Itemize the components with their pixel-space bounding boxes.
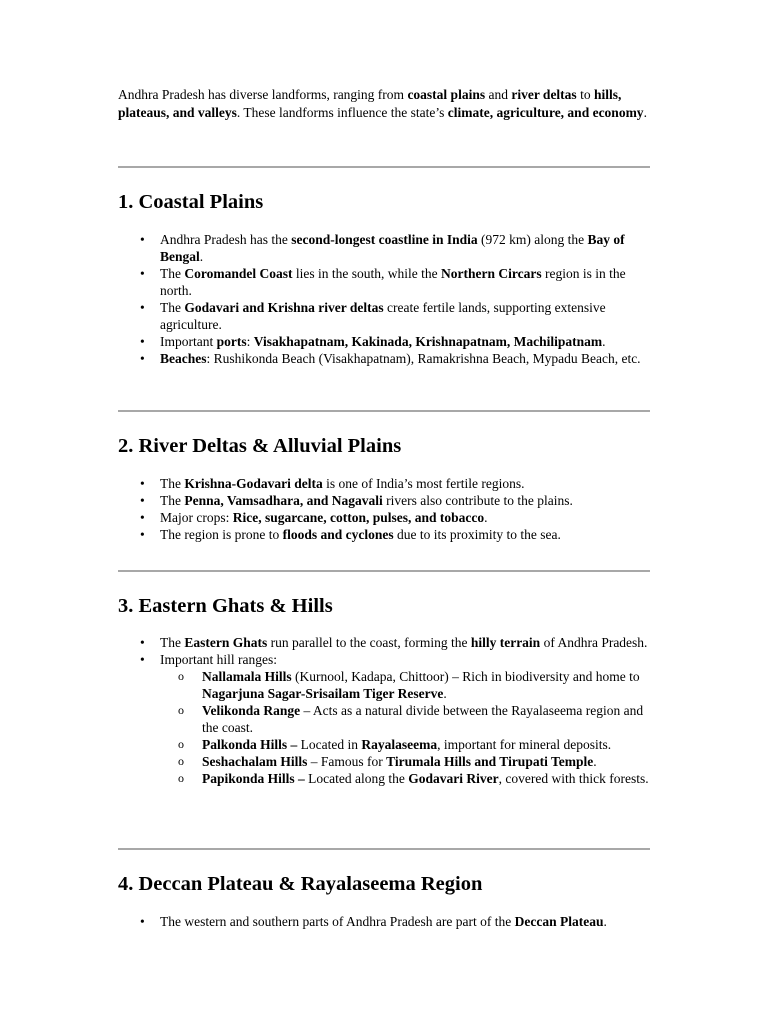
section-heading-coastal-plains: 1. Coastal Plains [118, 191, 264, 213]
item-text: , covered with thick forests. [498, 771, 649, 786]
intro-text: Andhra Pradesh has diverse landforms, ranging from [118, 87, 408, 102]
item-text: Important hill ranges: [160, 652, 277, 667]
sub-list-item [160, 668, 650, 702]
intro-text: and [485, 87, 512, 102]
item-text: – Acts as a natural divide between the Rayalaseema region and the coast. [202, 703, 644, 735]
intro-text: . These landforms influence the state’s [236, 104, 448, 120]
item-text: Major crops: [160, 510, 233, 525]
item-bold: Deccan Plateau [514, 914, 604, 929]
list-item [118, 299, 650, 333]
list-item [118, 913, 650, 930]
item-text: region is in the north. [160, 266, 626, 298]
sub-list-item [160, 736, 650, 753]
item-text: The western and southern parts of Andhra Pradesh are part of the [160, 914, 515, 929]
item-bold: second-longest coastline in India [291, 232, 478, 247]
item-bold: Seshachalam Hills [202, 754, 308, 769]
list-item [118, 231, 650, 265]
item-text: . [484, 510, 488, 525]
item-text: lies in the south, while the [292, 266, 441, 281]
item-text: , important for mineral deposits. [437, 737, 612, 752]
item-bold: Rice, sugarcane, cotton, pulses, and tobacco [232, 510, 485, 525]
item-text: . [199, 249, 204, 264]
section-divider [118, 410, 650, 412]
item-text: create fertile lands, supporting extensive agriculture. [160, 300, 606, 332]
item-bold: Godavari and Krishna river deltas [184, 300, 384, 315]
section-divider [118, 848, 650, 850]
item-text: . [603, 914, 607, 929]
item-text: : Rushikonda Beach (Visakhapatnam), Ramakrishna Beach, Mypadu Beach, etc. [206, 351, 641, 366]
intro-paragraph [118, 86, 650, 121]
section-heading-river-deltas: 2. River Deltas & Alluvial Plains [118, 435, 402, 457]
item-bold: Krishna-Godavari delta [184, 476, 323, 491]
hill-ranges-sublist [160, 668, 650, 787]
item-bold: Coromandel Coast [184, 266, 293, 281]
item-text: The [160, 266, 185, 281]
item-bold: Tirumala Hills and Tirupati Temple [386, 754, 594, 769]
item-text: rivers also contribute to the plains. [382, 493, 573, 508]
list-item [118, 651, 650, 787]
item-bold: Godavari River [408, 771, 499, 786]
intro-bold: river deltas [511, 87, 577, 102]
item-bold: Papikonda Hills – [202, 771, 305, 786]
list-item [118, 526, 650, 543]
item-text: The [160, 493, 185, 508]
item-text: . [443, 686, 447, 701]
item-bold: Northern Circars [441, 266, 542, 281]
item-bold: hilly terrain [470, 635, 541, 650]
item-text: of Andhra Pradesh. [540, 635, 648, 650]
section-heading-deccan-plateau: 4. Deccan Plateau & Rayalaseema Region [118, 873, 483, 895]
item-text: . [602, 334, 606, 349]
item-text: Located in [297, 737, 362, 752]
intro-bold: hills, plateaus, and valleys [118, 87, 622, 120]
item-text: – Famous for [307, 754, 387, 769]
intro-bold: coastal plains [407, 87, 486, 102]
item-bold: Palkonda Hills – [202, 737, 298, 752]
item-text: (972 km) along the [477, 232, 588, 247]
sub-list-item [160, 702, 650, 736]
deccan-plateau-list [118, 913, 650, 930]
item-text: The [160, 300, 185, 315]
item-text: run parallel to the coast, forming the [267, 635, 471, 650]
item-text: : [246, 334, 254, 349]
section-heading-eastern-ghats: 3. Eastern Ghats & Hills [118, 595, 333, 617]
item-bold: Bay of Bengal [160, 232, 625, 264]
eastern-ghats-list [118, 634, 650, 787]
item-text: Important [160, 334, 217, 349]
item-text: due to its proximity to the sea. [393, 527, 561, 542]
item-bold: Penna, Vamsadhara, and Nagavali [184, 493, 383, 508]
item-text: The [160, 635, 185, 650]
item-text: Located along the [304, 771, 409, 786]
item-text: is one of India’s most fertile regions. [322, 476, 525, 491]
list-item [118, 492, 650, 509]
list-item [118, 509, 650, 526]
river-deltas-list [118, 475, 650, 543]
list-item [118, 333, 650, 350]
item-bold: Nagarjuna Sagar-Srisailam Tiger Reserve [202, 686, 444, 701]
item-bold: ports [216, 334, 247, 349]
item-bold: Velikonda Range [202, 703, 301, 718]
item-bold: Visakhapatnam, Kakinada, Krishnapatnam, Machilipatnam [253, 334, 603, 349]
item-text: . [593, 754, 597, 769]
item-bold: floods and cyclones [282, 527, 394, 542]
item-text: Andhra Pradesh has the [160, 232, 292, 247]
item-text: The [160, 476, 185, 491]
list-item [118, 475, 650, 492]
item-text: (Kurnool, Kadapa, Chittoor) – Rich in biodiversity and home to [291, 669, 640, 684]
item-text: The region is prone to [160, 527, 283, 542]
section-divider [118, 166, 650, 168]
intro-text: to [576, 87, 594, 102]
item-bold: Beaches [160, 351, 207, 366]
list-item [118, 265, 650, 299]
intro-text: . [643, 104, 647, 120]
item-bold: Nallamala Hills [202, 669, 292, 684]
item-bold: Eastern Ghats [184, 635, 268, 650]
list-item [118, 634, 650, 651]
coastal-plains-list [118, 231, 650, 367]
sub-list-item [160, 770, 650, 787]
item-bold: Rayalaseema [361, 737, 438, 752]
intro-bold: climate, agriculture, and economy [447, 104, 644, 120]
list-item [118, 350, 650, 367]
section-divider [118, 570, 650, 572]
sub-list-item [160, 753, 650, 770]
